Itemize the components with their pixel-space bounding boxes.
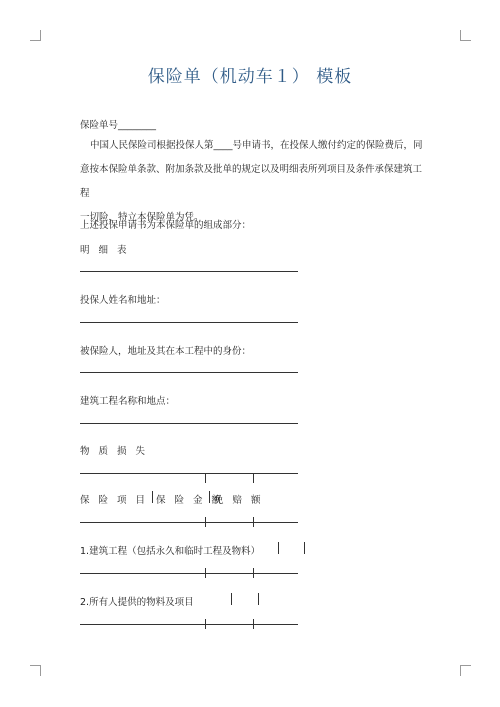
crop-mark-top-left: [30, 30, 41, 41]
crop-mark-bottom-left: [30, 665, 41, 676]
schedule-underline: [80, 271, 298, 272]
table-row-rule: [80, 624, 298, 625]
policy-number-label: 保险单号________: [80, 120, 157, 131]
table-header-rule: [80, 522, 298, 523]
table-divider: [205, 517, 206, 527]
column-separator: [231, 593, 232, 605]
schedule-heading: 明 细 表: [80, 245, 130, 256]
column-separator: [258, 593, 259, 605]
table-divider: [253, 517, 254, 527]
project-label: 建筑工程名称和地点：: [80, 396, 176, 407]
insured-party-underline: [80, 372, 298, 373]
table-divider: [205, 568, 206, 578]
project-underline: [80, 423, 298, 424]
column-header-amount: 保 险 金 额: [156, 495, 225, 506]
table-divider: [253, 568, 254, 578]
table-divider: [253, 473, 254, 483]
insured-party-label: 被保险人，地址及其在本工程中的身份：: [80, 346, 252, 357]
crop-mark-top-right: [460, 30, 471, 41]
intro-line-1: 中国人民保险司根据投保人第____号申请书，在投保人缴付约定的保险费后，同: [90, 140, 423, 151]
column-separator: [209, 491, 210, 503]
crop-mark-bottom-right: [460, 665, 471, 676]
document-title: 保险单（机动车１） 模板: [147, 67, 353, 87]
column-header-item: 保 险 项 目: [80, 495, 149, 506]
column-separator: [278, 542, 279, 554]
table-divider: [205, 473, 206, 483]
table-divider: [205, 619, 206, 629]
table-row-owner-materials: 2.所有人提供的物料及项目: [80, 597, 194, 608]
table-divider: [253, 619, 254, 629]
column-header-compensation: 免 赔 额: [214, 495, 264, 506]
table-row-rule: [80, 573, 298, 574]
composition-text: 上述投保申请书为本保险单的组成部分：: [80, 220, 252, 231]
applicant-label: 投保人姓名和地址：: [80, 295, 166, 306]
table-top-rule: [80, 473, 298, 474]
intro-line-2: 意按本保险单条款、附加条款及批单的规定以及明细表所列项目及条件承保建筑工程: [80, 164, 423, 199]
applicant-underline: [80, 322, 298, 323]
column-separator: [304, 542, 305, 554]
table-row-building-works: 1.建筑工程（包括永久和临时工程及物料）: [80, 546, 261, 557]
intro-line-3: 一切险，特立本保险单为凭。: [80, 212, 204, 223]
material-damage-heading: 物 质 损 失: [80, 446, 149, 457]
intro-paragraph: [80, 134, 425, 230]
column-separator: [152, 491, 153, 503]
